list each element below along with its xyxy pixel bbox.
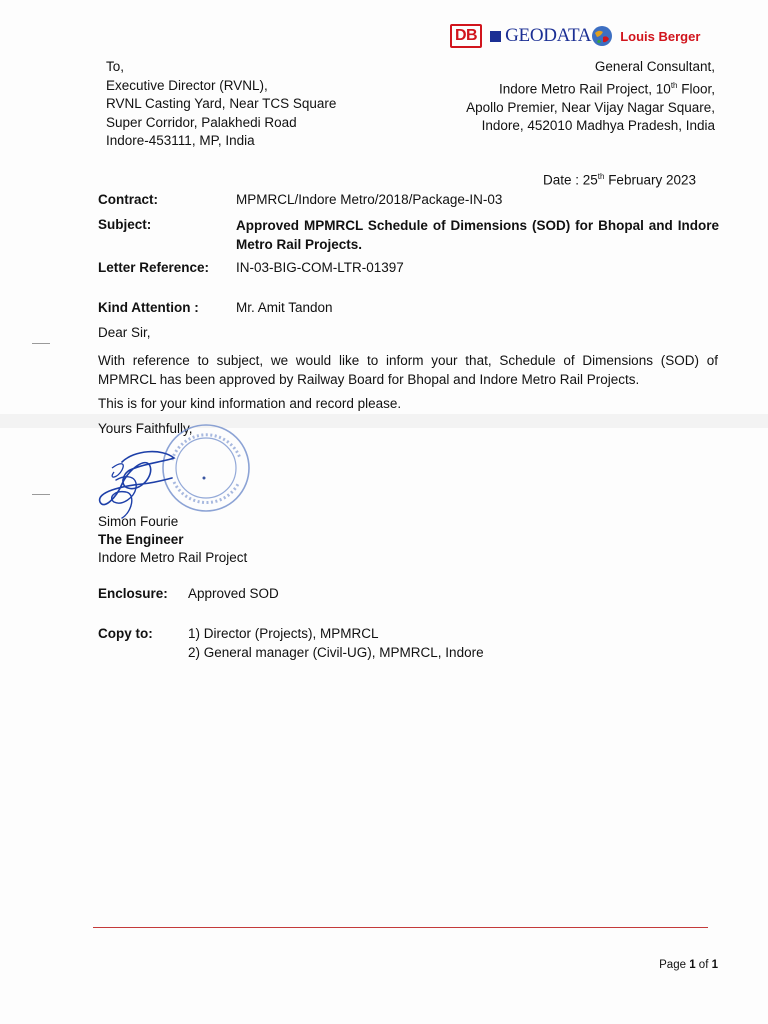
signatory-name: Simon Fourie xyxy=(98,514,179,529)
letter-reference-label: Letter Reference: xyxy=(98,260,210,275)
recipient-line: RVNL Casting Yard, Near TCS Square xyxy=(106,96,337,111)
recipient-line: Executive Director (RVNL), xyxy=(106,77,268,93)
geodata-square-icon xyxy=(490,31,501,42)
closing: Yours Faithfully, xyxy=(98,421,193,436)
contract-value: MPMRCL/Indore Metro/2018/Package-IN-03 xyxy=(236,192,503,207)
margin-mark xyxy=(32,343,50,344)
sender-line: General Consultant, xyxy=(594,59,715,74)
louis-berger-logo: Louis Berger xyxy=(620,28,701,44)
recipient-address xyxy=(106,58,336,151)
letter-reference-value: IN-03-BIG-COM-LTR-01397 xyxy=(236,260,404,275)
attention-value: Mr. Amit Tandon xyxy=(236,300,333,315)
body-paragraph: With reference to subject, we would like to inform your that, Schedule of Dimensions (SOD) of MPMRCL has been approved by Railway Board for Bhopal and Indore Metro Rail Projects. xyxy=(98,353,718,387)
subject-label: Subject: xyxy=(98,217,152,232)
page-number: Page 1 of 1 xyxy=(659,959,718,971)
geodata-logo: GEODATA xyxy=(505,25,592,46)
globe-icon xyxy=(591,25,613,47)
salutation: Dear Sir, xyxy=(98,325,151,340)
sender-line: Indore, 452010 Madhya Pradesh, India xyxy=(481,118,715,133)
copy-to-label: Copy to: xyxy=(98,626,153,641)
enclosure-value: Approved SOD xyxy=(188,586,279,601)
letter-date: Date : 25th February 2023 xyxy=(542,172,696,188)
letterhead-logos xyxy=(450,22,700,50)
contract-label: Contract: xyxy=(98,192,158,207)
footer-divider xyxy=(93,927,708,928)
margin-mark xyxy=(32,494,50,495)
signatory-project: Indore Metro Rail Project xyxy=(98,550,248,565)
copy-to-item: 2) General manager (Civil-UG), MPMRCL, Indore xyxy=(188,645,484,660)
body-paragraph: This is for your kind information and record please. xyxy=(98,396,402,411)
recipient-line: To, xyxy=(106,59,125,74)
subject-value: Approved MPMRCL Schedule of Dimensions (SOD) for Bhopal and Indore Metro Rail Projects. xyxy=(236,218,719,252)
copy-to-item: 1) Director (Projects), MPMRCL xyxy=(188,626,379,641)
recipient-line: Super Corridor, Palakhedi Road xyxy=(106,114,297,130)
attention-label: Kind Attention : xyxy=(98,300,199,315)
sender-address xyxy=(466,58,715,136)
enclosure-label: Enclosure: xyxy=(98,586,168,601)
signatory-title: The Engineer xyxy=(98,532,184,547)
sender-line: Indore Metro Rail Project, 10th Floor, xyxy=(498,80,715,96)
recipient-line: Indore-453111, MP, India xyxy=(106,133,255,148)
db-logo: DB xyxy=(450,24,482,48)
sender-line: Apollo Premier, Near Vijay Nagar Square, xyxy=(466,99,715,115)
